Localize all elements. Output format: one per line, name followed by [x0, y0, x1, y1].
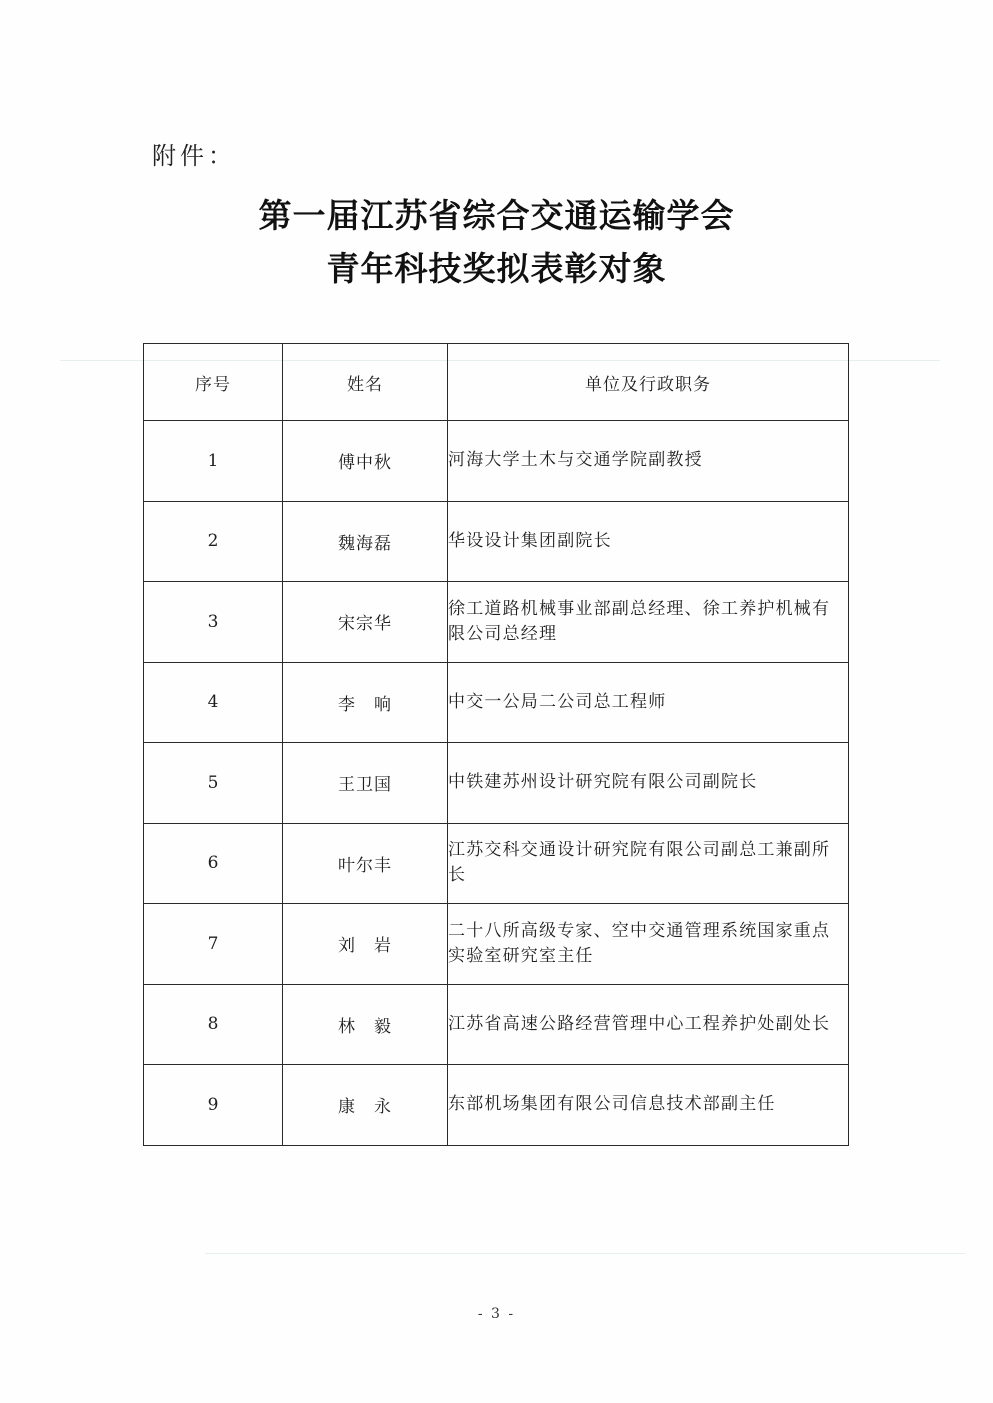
table-row: [144, 501, 849, 582]
cell-seq: 2: [144, 501, 283, 582]
cell-seq: 4: [144, 662, 283, 743]
document-title-line-2: 青年科技奖拟表彰对象: [326, 249, 667, 288]
cell-org: 河海大学土木与交通学院副教授: [448, 421, 849, 502]
cell-name: 傅中秋: [283, 421, 448, 502]
cell-name: 王卫国: [283, 743, 448, 824]
cell-seq: 7: [144, 904, 283, 985]
cell-org: 江苏省高速公路经营管理中心工程养护处副处长: [448, 984, 849, 1065]
cell-name: 宋宗华: [283, 582, 448, 663]
cell-seq: 9: [144, 1065, 283, 1146]
cell-seq: 3: [144, 582, 283, 663]
table-header-row: [144, 344, 849, 421]
cell-seq: 5: [144, 743, 283, 824]
cell-name: 康 永: [283, 1065, 448, 1146]
cell-org: 中铁建苏州设计研究院有限公司副院长: [448, 743, 849, 824]
header-org: 单位及行政职务: [448, 344, 849, 421]
table-row: [144, 984, 849, 1065]
cell-seq: 6: [144, 823, 283, 904]
table-row: [144, 421, 849, 502]
table-row: [144, 582, 849, 663]
table-row: [144, 743, 849, 824]
cell-name: 刘 岩: [283, 904, 448, 985]
table-row: [144, 662, 849, 743]
cell-name: 叶尔丰: [283, 823, 448, 904]
header-name: 姓名: [283, 344, 448, 421]
awardees-table: [143, 343, 849, 1146]
page-number: - 3 -: [477, 1306, 516, 1322]
table-row: [144, 904, 849, 985]
document-title-line-1: 第一届江苏省综合交通运输学会: [258, 196, 735, 235]
header-seq: 序号: [144, 344, 283, 421]
scan-artifact-line-bottom: [205, 1253, 965, 1254]
cell-name: 李 响: [283, 662, 448, 743]
table-row: [144, 823, 849, 904]
cell-org: 东部机场集团有限公司信息技术部副主任: [448, 1065, 849, 1146]
attachment-label: 附件：: [152, 142, 236, 170]
cell-org: 华设设计集团副院长: [448, 501, 849, 582]
cell-seq: 8: [144, 984, 283, 1065]
cell-org: 二十八所高级专家、空中交通管理系统国家重点实验室研究室主任: [448, 904, 849, 985]
cell-org: 中交一公局二公司总工程师: [448, 662, 849, 743]
cell-org: 江苏交科交通设计研究院有限公司副总工兼副所长: [448, 823, 849, 904]
cell-seq: 1: [144, 421, 283, 502]
cell-org: 徐工道路机械事业部副总经理、徐工养护机械有限公司总经理: [448, 582, 849, 663]
cell-name: 魏海磊: [283, 501, 448, 582]
cell-name: 林 毅: [283, 984, 448, 1065]
table-row: [144, 1065, 849, 1146]
